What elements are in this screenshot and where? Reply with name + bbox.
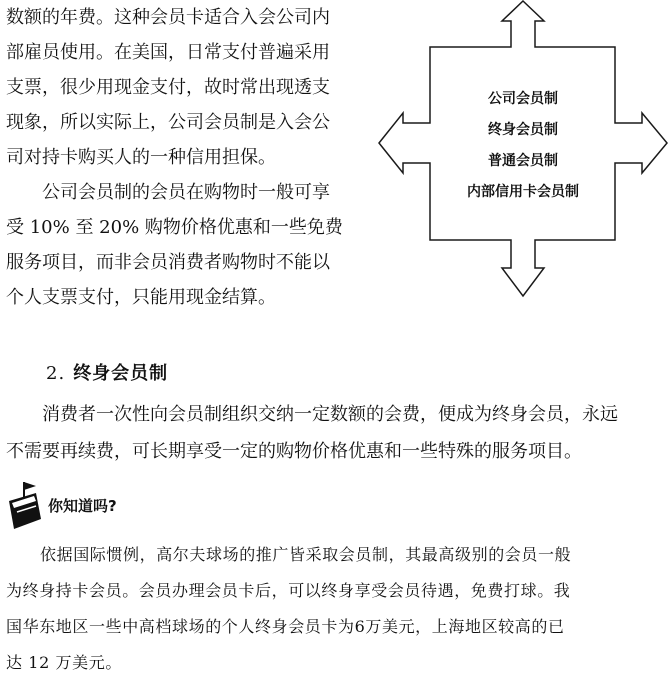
- did-you-know-title: 你知道吗?: [48, 497, 117, 515]
- section-title: 终身会员制: [73, 363, 169, 384]
- diagram-item: 公司会员制: [488, 91, 558, 107]
- paragraph-1: [6, 0, 362, 175]
- section-body: [6, 396, 663, 470]
- text-line: 现象，所以实际上，公司会员制是入会公: [6, 112, 330, 133]
- text-line: 公司会员制的会员在购物时一般可享: [42, 182, 330, 203]
- text-line: 达 12 万美元。: [6, 653, 122, 672]
- top-text-block: [6, 0, 362, 315]
- text-line: 支票，很少用现金支付，故时常出现透支: [6, 77, 330, 98]
- membership-types-diagram: [378, 0, 669, 300]
- diagram-item: 普通会员制: [488, 153, 558, 169]
- text-line: 服务项目，而非会员消费者购物时不能以: [6, 252, 330, 273]
- did-you-know-paragraph: [6, 537, 663, 681]
- text-line: 数额的年费。这种会员卡适合入会公司内: [6, 7, 330, 28]
- text-line: 消费者一次性向会员制组织交纳一定数额的会费，便成为终身会员，永远: [42, 404, 618, 425]
- section-number: 2.: [46, 363, 66, 384]
- diagram-item: 内部信用卡会员制: [467, 184, 579, 200]
- text-line: 司对持卡购买人的一种信用担保。: [6, 147, 276, 168]
- paragraph-2: [6, 175, 362, 315]
- diagram-item: 终身会员制: [488, 122, 558, 138]
- text-line: 受 10% 至 20% 购物价格优惠和一些免费: [6, 217, 343, 238]
- text-line: 个人支票支付，只能用现金结算。: [6, 287, 276, 308]
- text-line: 国华东地区一些中高档球场的个人终身会员卡为6万美元，上海地区较高的已: [6, 617, 565, 636]
- text-line: 部雇员使用。在美国，日常支付普遍采用: [6, 42, 330, 63]
- text-line: 为终身持卡会员。会员办理会员卡后，可以终身享受会员待遇，免费打球。我: [6, 581, 571, 600]
- did-you-know-body: [6, 537, 663, 681]
- diagram-labels: [432, 84, 614, 208]
- section-paragraph: [6, 396, 663, 470]
- section-heading: [46, 360, 168, 388]
- text-line: 不需要再续费，可长期享受一定的购物价格优惠和一些特殊的服务项目。: [6, 441, 582, 462]
- text-line: 依据国际惯例，高尔夫球场的推广皆采取会员制，其最高级别的会员一般: [40, 545, 572, 564]
- book-flag-icon: [6, 479, 44, 531]
- did-you-know-header: [6, 479, 606, 535]
